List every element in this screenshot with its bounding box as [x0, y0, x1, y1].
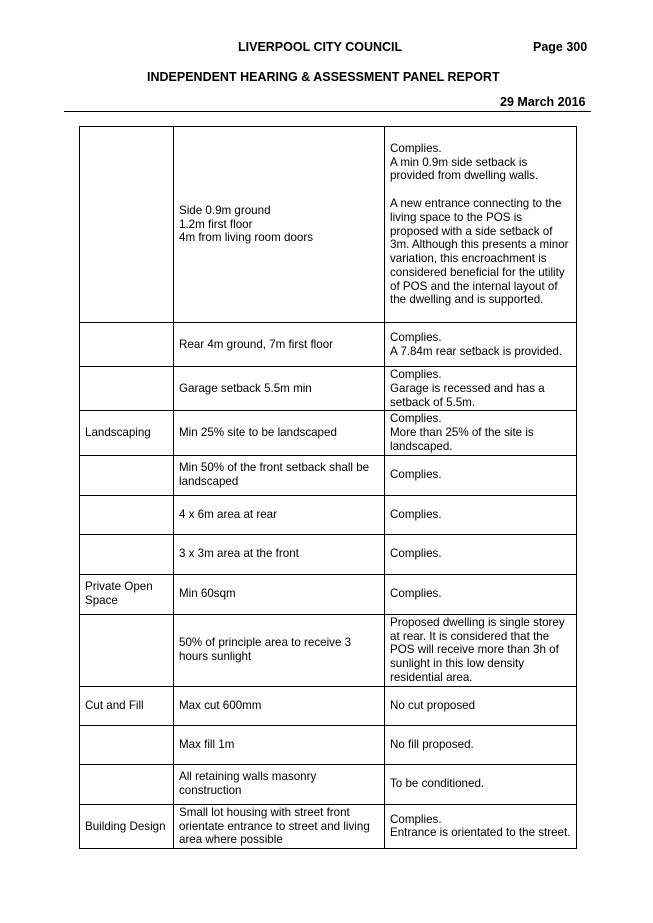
category-cell: Private Open Space: [80, 574, 174, 614]
compliance-line: Complies.: [390, 368, 442, 381]
compliance-line: No fill proposed.: [390, 737, 474, 751]
category-cell: [80, 127, 174, 323]
category-cell: [80, 764, 174, 804]
compliance-table: [79, 126, 577, 849]
control-line: Garage setback 5.5m min: [179, 381, 312, 395]
control-line: 1.2m first floor: [179, 217, 253, 231]
compliance-cell: [385, 574, 577, 614]
compliance-line: Complies.: [390, 141, 442, 155]
control-line: Max cut 600mm: [179, 698, 262, 712]
control-line: 4m from living room doors: [179, 231, 314, 245]
control-cell: [174, 495, 385, 534]
control-cell: [174, 804, 385, 848]
compliance-line: Complies.: [390, 507, 442, 521]
compliance-cell: [385, 323, 577, 367]
table-row: [80, 804, 577, 848]
control-line: Min 50% of the front setback shall be landscaped: [179, 461, 370, 489]
table-row: [80, 574, 577, 614]
category-cell: [80, 495, 174, 534]
category-cell: Building Design: [80, 804, 174, 848]
category-cell: [80, 725, 174, 764]
table-row: [80, 455, 577, 495]
control-cell: [174, 367, 385, 411]
compliance-line: A new entrance connecting to the living space to the POS is proposed with a side setback of 3m. Although this presents a minor variation, this encroachment is considered beneficial for the utility of POS and the internal layout of the dwelling and is supported.: [390, 196, 569, 307]
compliance-line: More than 25% of the site is landscaped.: [390, 426, 534, 453]
paragraph-gap: [390, 183, 571, 197]
compliance-line: To be conditioned.: [390, 777, 485, 791]
compliance-cell: [385, 614, 577, 686]
control-line: Small lot housing with street front orientate entrance to street and living area where possible: [179, 805, 370, 847]
control-line: Side 0.9m ground: [179, 203, 271, 217]
compliance-cell: [385, 764, 577, 804]
control-cell: [174, 534, 385, 574]
category-cell: [80, 534, 174, 574]
control-cell: [174, 574, 385, 614]
compliance-line: Complies.: [390, 330, 442, 344]
table-row: [80, 764, 577, 804]
table-row: [80, 367, 577, 411]
control-cell: [174, 686, 385, 725]
control-cell: [174, 725, 385, 764]
compliance-cell: [385, 534, 577, 574]
control-line: Min 60sqm: [179, 587, 236, 601]
table-row: [80, 686, 577, 725]
table-row: [80, 614, 577, 686]
compliance-line: Complies.: [390, 468, 442, 482]
compliance-line: Entrance is orientated to the street.: [390, 826, 571, 840]
compliance-line: A 7.84m rear setback is provided.: [390, 344, 563, 358]
control-cell: [174, 411, 385, 455]
table-row: [80, 411, 577, 455]
table-row: [80, 725, 577, 764]
compliance-cell: [385, 495, 577, 534]
category-cell: [80, 323, 174, 367]
table-row: [80, 323, 577, 367]
page-number: Page 300: [533, 40, 588, 54]
category-cell: [80, 367, 174, 411]
control-line: Min 25% site to be landscaped: [179, 426, 337, 440]
compliance-cell: [385, 127, 577, 323]
control-line: Max fill 1m: [179, 737, 235, 751]
table-row: [80, 534, 577, 574]
category-cell: [80, 455, 174, 495]
compliance-cell: [385, 455, 577, 495]
category-cell: [80, 614, 174, 686]
control-line: 50% of principle area to receive 3 hours sunlight: [179, 636, 352, 664]
compliance-line: Garage is recessed and has a setback of 5.5m.: [390, 381, 545, 409]
control-cell: [174, 455, 385, 495]
council-name: LIVERPOOL CITY COUNCIL: [238, 40, 403, 54]
report-date: 29 March 2016: [500, 95, 586, 109]
category-cell: Landscaping: [80, 411, 174, 455]
table-row: [80, 127, 577, 323]
control-cell: [174, 764, 385, 804]
report-title: INDEPENDENT HEARING & ASSESSMENT PANEL REPORT: [147, 70, 500, 84]
compliance-line: Complies.: [390, 587, 442, 601]
compliance-cell: [385, 686, 577, 725]
compliance-line: Complies.: [390, 812, 442, 826]
control-line: Rear 4m ground, 7m first floor: [179, 337, 333, 351]
compliance-line: Proposed dwelling is single storey at rear. It is considered that the POS will receive more than 3h of sunlight in this low density residential area.: [390, 615, 565, 684]
control-line: 4 x 6m area at rear: [179, 507, 277, 521]
table-row: [80, 495, 577, 534]
compliance-cell: [385, 804, 577, 848]
header-divider: [64, 111, 591, 112]
compliance-line: Complies.: [390, 412, 442, 426]
category-cell: Cut and Fill: [80, 686, 174, 725]
compliance-cell: [385, 367, 577, 411]
compliance-line: A min 0.9m side setback is provided from dwelling walls.: [390, 155, 539, 183]
control-line: 3 x 3m area at the front: [179, 547, 299, 561]
compliance-cell: [385, 725, 577, 764]
compliance-cell: [385, 411, 577, 455]
control-cell: [174, 323, 385, 367]
control-cell: [174, 127, 385, 323]
compliance-line: No cut proposed: [390, 698, 476, 712]
control-line: All retaining walls masonry construction: [179, 770, 317, 798]
control-cell: [174, 614, 385, 686]
compliance-line: Complies.: [390, 547, 442, 561]
